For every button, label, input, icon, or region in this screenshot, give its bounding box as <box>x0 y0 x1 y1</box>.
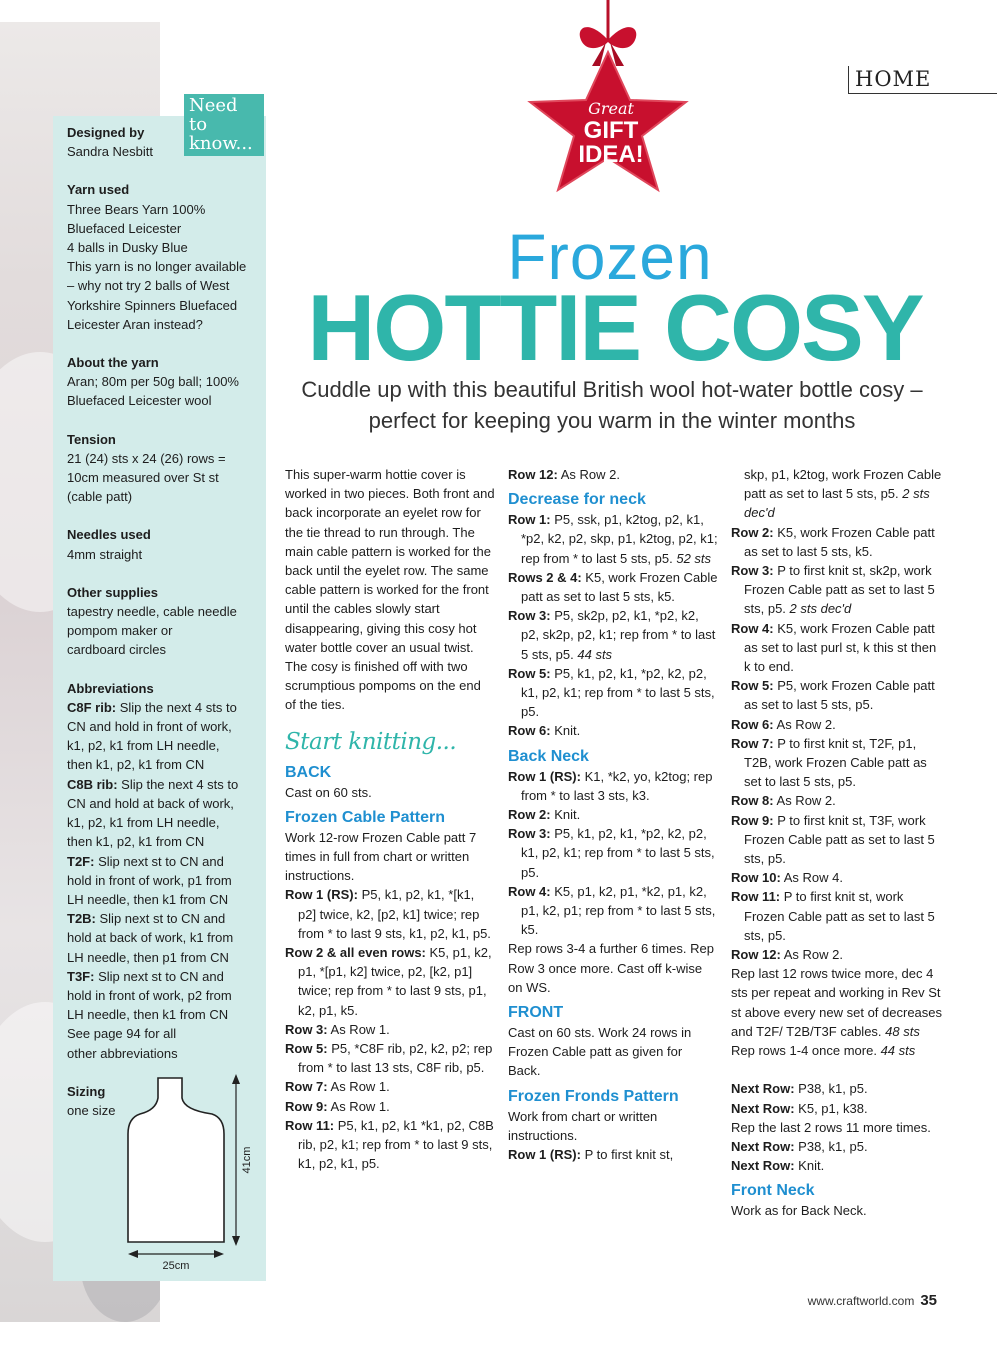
sidebar-line <box>67 871 266 890</box>
pattern-row <box>508 606 718 664</box>
row-text: Work from chart or written instructions. <box>508 1108 658 1143</box>
abbreviation-term: C8B rib: <box>67 776 118 792</box>
row-text: As Row 1. <box>327 1098 390 1114</box>
row-text: P to first knit st, work Frozen Cable patt as set to last 5 sts, p5. <box>744 889 935 943</box>
sidebar-line: pompom maker or <box>67 623 173 639</box>
abbreviation-text: Slip next st to CN and <box>94 968 224 984</box>
sidebar-line: one size <box>67 1102 116 1118</box>
page-footer <box>808 1292 937 1309</box>
gift-badge-line2: GIFT <box>583 117 639 144</box>
sidebar-section <box>67 353 266 411</box>
row-text: As Row 2. <box>557 467 620 482</box>
section-heading: Frozen Fronds Pattern <box>508 1087 679 1105</box>
sidebar-line <box>67 698 266 717</box>
sidebar-heading: Designed by <box>67 125 145 140</box>
stitch-count: 44 sts <box>577 646 613 662</box>
row-text: Knit. <box>550 723 581 739</box>
row-text: P5, work Frozen Cable patt as set to last 5 sts, p5. <box>744 678 935 713</box>
sidebar-line <box>67 852 266 871</box>
row-text: As Row 2. <box>773 716 836 732</box>
pattern-row <box>731 791 946 810</box>
abbreviation-text: other abbreviations <box>67 1045 178 1061</box>
row-label: Row 3: <box>285 1021 328 1037</box>
row-label: Next Row: <box>731 1158 795 1174</box>
section-heading: Front Neck <box>731 1182 815 1200</box>
body-paragraph <box>508 1107 718 1145</box>
title-script: Frozen <box>507 221 713 293</box>
row-text: skp, p1, k2tog, work Frozen Cable patt as set to last 5 sts, p5. <box>744 467 942 502</box>
abbreviation-text: hold at back of work, k1 from <box>67 930 234 946</box>
row-text: P38, k1, p5. <box>794 1081 868 1097</box>
abbreviation-text: LH needle, then k1 from CN <box>67 891 229 907</box>
start-knitting-heading: Start knitting... <box>285 728 457 755</box>
abbreviation-term: T3F: <box>67 968 95 984</box>
row-text: K5, p1, k2, p1, *k2, p1, k2, p1, k2, p1; rep from * to last 5 sts, k5. <box>521 883 716 938</box>
sidebar-line <box>67 967 266 986</box>
row-label: Row 8: <box>731 793 774 809</box>
body-paragraph <box>731 1118 946 1137</box>
sidebar-section <box>67 679 266 1063</box>
row-label: Row 3: <box>508 826 551 842</box>
pattern-row <box>508 767 718 805</box>
sidebar-line: Bluefaced Leicester wool <box>67 393 212 409</box>
pattern-row <box>731 561 946 619</box>
spacer <box>731 1060 946 1079</box>
row-text: Rep last 12 rows twice more, dec 4 sts per repeat and working in Rev St st above every new set of decreases and T2F/ T2B/T3F cables. <box>731 966 943 1039</box>
row-text: P5, sk2p, p2, k1, *p2, k2, p2, sk2p, p2, k1; rep from * to last 5 sts, p5. <box>521 608 716 662</box>
body-paragraph <box>731 964 946 1041</box>
row-text: K5, work Frozen Cable patt as set to last 5 sts, k5. <box>744 524 935 559</box>
row-label: Row 5: <box>508 665 551 681</box>
abbreviation-text: LH needle, then k1 from CN <box>67 1007 229 1023</box>
row-text: K5, work Frozen Cable patt as set to last 5 sts, k5. <box>521 569 718 605</box>
gift-idea-star-badge <box>516 0 706 205</box>
pattern-row <box>285 943 495 1020</box>
body-paragraph <box>508 939 718 997</box>
sidebar-line <box>67 1044 266 1063</box>
pattern-row <box>508 465 718 484</box>
sidebar-section <box>67 180 266 334</box>
row-label: Row 10: <box>731 870 781 886</box>
bottle-size-diagram <box>120 1072 260 1272</box>
row-label: Row 1 (RS): <box>285 887 358 903</box>
need-to-know-tag: Need to know... <box>184 94 264 156</box>
section-heading: Back Neck <box>508 747 589 765</box>
section-heading: Decrease for neck <box>508 491 646 509</box>
sidebar-section <box>67 430 266 507</box>
abbreviation-text: Slip next st to CN and <box>95 911 226 927</box>
diagram-width-label: 25cm <box>162 1260 190 1272</box>
pattern-row <box>508 721 718 740</box>
row-text: Rep rows 3-4 a further 6 times. Rep Row 3 once more. Cast off k-wise on WS. <box>508 941 714 995</box>
sidebar-line <box>67 775 266 794</box>
page-number: 35 <box>920 1292 937 1309</box>
sidebar-line <box>67 755 266 774</box>
row-label: Row 6: <box>508 723 551 739</box>
footer-url: www.craftworld.com <box>807 1294 915 1308</box>
sidebar-line: Bluefaced Leicester <box>67 220 182 236</box>
pattern-row <box>285 1116 495 1174</box>
row-text: Rep rows 1-4 once more. <box>731 1043 881 1059</box>
stitch-count: 2 sts dec'd <box>744 486 930 521</box>
abbreviation-text: then k1, p2, k1 from CN <box>67 757 205 773</box>
row-text: As Row 1. <box>327 1079 390 1095</box>
row-label: Row 6: <box>731 716 774 732</box>
pattern-row <box>731 715 946 734</box>
row-text: K5, work Frozen Cable patt as set to last purl st, k this st then k to end. <box>744 620 937 675</box>
sidebar-heading: About the yarn <box>67 355 159 371</box>
sidebar-line <box>67 890 266 909</box>
row-text: P5, k1, p2, k1, *[k1, p2] twice, k2, [p2, k1] twice; rep from * to last 9 sts, k1, p2, k1, p5. <box>298 887 491 941</box>
sidebar-line <box>67 986 266 1005</box>
row-label: Row 2 & all even rows: <box>285 945 426 961</box>
pattern-row <box>508 664 718 722</box>
pattern-column-1 <box>285 465 495 1174</box>
sidebar-section <box>67 525 266 563</box>
pattern-row <box>285 1097 495 1116</box>
row-label: Row 1 (RS): <box>508 1147 581 1163</box>
pattern-row <box>731 734 946 792</box>
pattern-row <box>508 1145 718 1164</box>
pattern-row <box>508 568 718 606</box>
row-text: K5, p1, k38. <box>794 1100 868 1116</box>
row-label: Row 7: <box>731 735 774 751</box>
pattern-row <box>508 882 718 940</box>
row-text: P to first knit st, T2F, p1, T2B, work Frozen Cable patt as set to last 5 sts, p5. <box>744 735 927 790</box>
stitch-count: 52 sts <box>676 550 712 566</box>
row-text: This super-warm hottie cover is worked in two pieces. Both front and back incorporate an eyelet row for the tie thread to run through. The main cable pattern is worked for the back until the eyelet row. The same cable pattern is worked for the front until the cables slowly start disappearing, giving this cosy hot water bottle cover an usual twist. The cosy is finished off with two scrumptious pompoms on the end of the ties. <box>285 467 495 713</box>
sidebar-line <box>67 928 266 947</box>
pattern-row <box>508 510 718 568</box>
sidebar-line: Leicester Aran instead? <box>67 316 203 332</box>
pattern-column-3 <box>731 465 946 1221</box>
body-paragraph <box>285 783 495 802</box>
row-label: Row 7: <box>285 1079 328 1095</box>
sidebar-line <box>67 736 266 755</box>
pattern-row <box>285 1039 495 1077</box>
standfirst: Cuddle up with this beautiful British wool hot-water bottle cosy – perfect for keeping you warm in the winter months <box>301 377 923 433</box>
row-text: As Row 2. <box>773 793 836 809</box>
sidebar-line <box>67 794 266 813</box>
pattern-row <box>731 1079 946 1098</box>
stitch-count: 44 sts <box>880 1043 916 1059</box>
sidebar-line: – why not try 2 balls of West <box>67 278 230 294</box>
row-label: Row 12: <box>508 467 558 482</box>
sidebar-heading: Other supplies <box>67 584 159 600</box>
row-label: Row 12: <box>731 947 781 963</box>
row-label: Row 1 (RS): <box>508 768 581 784</box>
pattern-column-2 <box>508 465 718 1164</box>
sidebar-line <box>67 832 266 851</box>
diagram-height-label: 41cm <box>241 1146 253 1174</box>
row-label: Next Row: <box>731 1100 795 1116</box>
row-label: Row 9: <box>285 1098 328 1114</box>
sidebar-line: Yorkshire Spinners Bluefaced <box>67 297 238 313</box>
row-text: P38, k1, p5. <box>794 1138 868 1154</box>
gift-badge-line1: Great <box>588 99 634 118</box>
pattern-row <box>731 811 946 869</box>
sidebar-section <box>67 583 266 660</box>
pattern-row <box>731 676 946 714</box>
pattern-row <box>731 1137 946 1156</box>
row-label: Row 2: <box>508 807 551 823</box>
row-text: Cast on 60 sts. Work 24 rows in Frozen Cable patt as given for Back. <box>508 1025 692 1079</box>
pattern-row <box>731 465 946 523</box>
row-text: P5, k1, p2, k1 *k1, p2, C8B rib, p2, k1; rep from * to last 9 sts, k1, p2, k1, p5. <box>298 1117 494 1172</box>
sidebar-line: 4 balls in Dusky Blue <box>67 240 188 256</box>
pattern-row <box>731 523 946 561</box>
sidebar-heading: Abbreviations <box>67 680 154 696</box>
row-text: As Row 4. <box>780 870 843 886</box>
row-label: Row 3: <box>731 563 774 579</box>
sidebar-heading: Tension <box>67 431 116 447</box>
stitch-count: 48 sts <box>885 1023 920 1039</box>
row-label: Rows 2 & 4: <box>508 569 582 585</box>
sidebar-line: Sandra Nesbitt <box>67 144 153 160</box>
gift-badge-line3: IDEA! <box>578 141 644 168</box>
row-text: P to first knit st, sk2p, work Frozen Cable patt as set to last 5 sts, p5. <box>744 563 935 617</box>
row-text: P to first knit st, T3F, work Frozen Cable patt as set to last 5 sts, p5. <box>744 812 935 867</box>
body-paragraph <box>285 828 495 886</box>
sidebar-line <box>67 813 266 832</box>
sidebar-line <box>67 717 266 736</box>
pattern-row <box>285 1020 495 1039</box>
pattern-row <box>731 1156 946 1175</box>
body-paragraph <box>508 1023 718 1081</box>
abbreviation-text: k1, p2, k1 from LH needle, <box>67 815 220 831</box>
pattern-row <box>285 1077 495 1096</box>
sidebar-line <box>67 948 266 967</box>
sidebar-line: This yarn is no longer available <box>67 259 247 275</box>
row-label: Row 11: <box>285 1117 335 1133</box>
row-text: Rep the last 2 rows 11 more times. <box>731 1119 931 1135</box>
row-text: Knit. <box>550 807 581 823</box>
sidebar-line: Three Bears Yarn 100% <box>67 201 206 217</box>
row-label: Row 4: <box>508 883 551 899</box>
abbreviation-text: hold in front of work, p1 from <box>67 872 232 888</box>
abbreviation-text: Slip next st to CN and <box>94 853 224 869</box>
title-main: HOTTIE COSY <box>307 275 923 380</box>
row-text: As Row 2. <box>780 947 843 963</box>
row-label: Next Row: <box>731 1138 795 1154</box>
stitch-count: 2 sts dec'd <box>789 601 852 617</box>
section-tag: HOME <box>848 66 997 94</box>
section-heading: Frozen Cable Pattern <box>285 808 446 826</box>
abbreviation-text: k1, p2, k1 from LH needle, <box>67 738 220 754</box>
sidebar-line: tapestry needle, cable needle <box>67 604 237 620</box>
row-label: Row 11: <box>731 889 781 905</box>
sidebar-line <box>67 1024 266 1043</box>
body-paragraph <box>731 1201 946 1220</box>
section-heading: FRONT <box>508 1004 564 1022</box>
abbreviation-term: T2F: <box>67 853 95 869</box>
sidebar-heading: Sizing <box>67 1083 106 1099</box>
sidebar-heading: Yarn used <box>67 182 130 198</box>
row-text: K5, p1, k2, p1, *[p1, k2] twice, p2, [k2, p1] twice; rep from * to last 9 sts, p1, k2, p1, k5. <box>298 945 492 1018</box>
row-label: Row 3: <box>508 608 551 624</box>
section-heading: BACK <box>285 763 332 781</box>
sidebar-line <box>67 1005 266 1024</box>
row-text: Work as for Back Neck. <box>731 1203 867 1219</box>
body-paragraph <box>731 1041 946 1060</box>
sidebar-line: Aran; 80m per 50g ball; 100% <box>67 374 239 390</box>
row-text: P5, k1, p2, k1, *p2, k2, p2, k1, p2, k1; rep from * to last 5 sts, p5. <box>521 665 715 720</box>
row-text: Cast on 60 sts. <box>285 784 372 800</box>
abbreviation-text: hold in front of work, p2 from <box>67 987 232 1003</box>
abbreviation-text: Slip the next 4 sts to <box>116 699 237 715</box>
abbreviation-term: C8F rib: <box>67 699 117 715</box>
row-text: P5, *C8F rib, p2, k2, p2; rep from * to last 13 sts, C8F rib, p5. <box>298 1041 493 1076</box>
row-text: P5, k1, p2, k1, *p2, k2, p2, k1, p2, k1; rep from * to last 5 sts, p5. <box>521 826 715 880</box>
sidebar-line: cardboard circles <box>67 642 166 658</box>
pattern-row <box>731 887 946 945</box>
abbreviation-text: CN and hold at back of work, <box>67 795 234 811</box>
row-text: P5, ssk, p1, k2tog, p2, k1, *p2, k2, p2, skp, p1, k2tog, p2, k1; rep from * to last 5 sts, p5. <box>521 512 718 566</box>
pattern-row <box>508 805 718 824</box>
row-label: Row 2: <box>731 524 774 540</box>
sidebar-line: 21 (24) sts x 24 (26) rows = <box>67 450 226 466</box>
pattern-row <box>731 945 946 964</box>
abbreviation-text: then k1, p2, k1 from CN <box>67 834 205 850</box>
pattern-row <box>508 824 718 882</box>
body-paragraph <box>285 465 495 715</box>
sidebar-line: 4mm straight <box>67 546 143 562</box>
row-label: Next Row: <box>731 1081 795 1097</box>
row-label: Row 5: <box>731 678 774 694</box>
row-label: Row 1: <box>508 512 551 528</box>
row-text: As Row 1. <box>327 1021 390 1037</box>
row-text: P to first knit st, <box>580 1147 674 1163</box>
sidebar-heading: Needles used <box>67 527 151 543</box>
pattern-row <box>285 885 495 943</box>
abbreviation-text: CN and hold in front of work, <box>67 719 232 735</box>
row-label: Row 5: <box>285 1041 328 1057</box>
row-label: Row 9: <box>731 812 774 828</box>
row-text: Knit. <box>794 1158 825 1174</box>
sidebar-line: 10cm measured over St st <box>67 470 219 486</box>
pattern-row <box>731 1099 946 1118</box>
row-text: Work 12-row Frozen Cable patt 7 times in full from chart or written instructions. <box>285 829 477 884</box>
abbreviation-text: See page 94 for all <box>67 1026 177 1042</box>
abbreviation-text: Slip the next 4 sts to <box>117 776 239 792</box>
row-label: Row 4: <box>731 620 774 636</box>
pattern-row <box>731 868 946 887</box>
abbreviation-text: LH needle, then p1 from CN <box>67 949 229 965</box>
abbreviation-term: T2B: <box>67 911 96 927</box>
pattern-row <box>731 619 946 677</box>
row-text: K1, *k2, yo, k2tog; rep from * to last 3 sts, k3. <box>521 768 713 803</box>
sidebar-line <box>67 909 266 928</box>
sidebar-line: (cable patt) <box>67 489 133 505</box>
